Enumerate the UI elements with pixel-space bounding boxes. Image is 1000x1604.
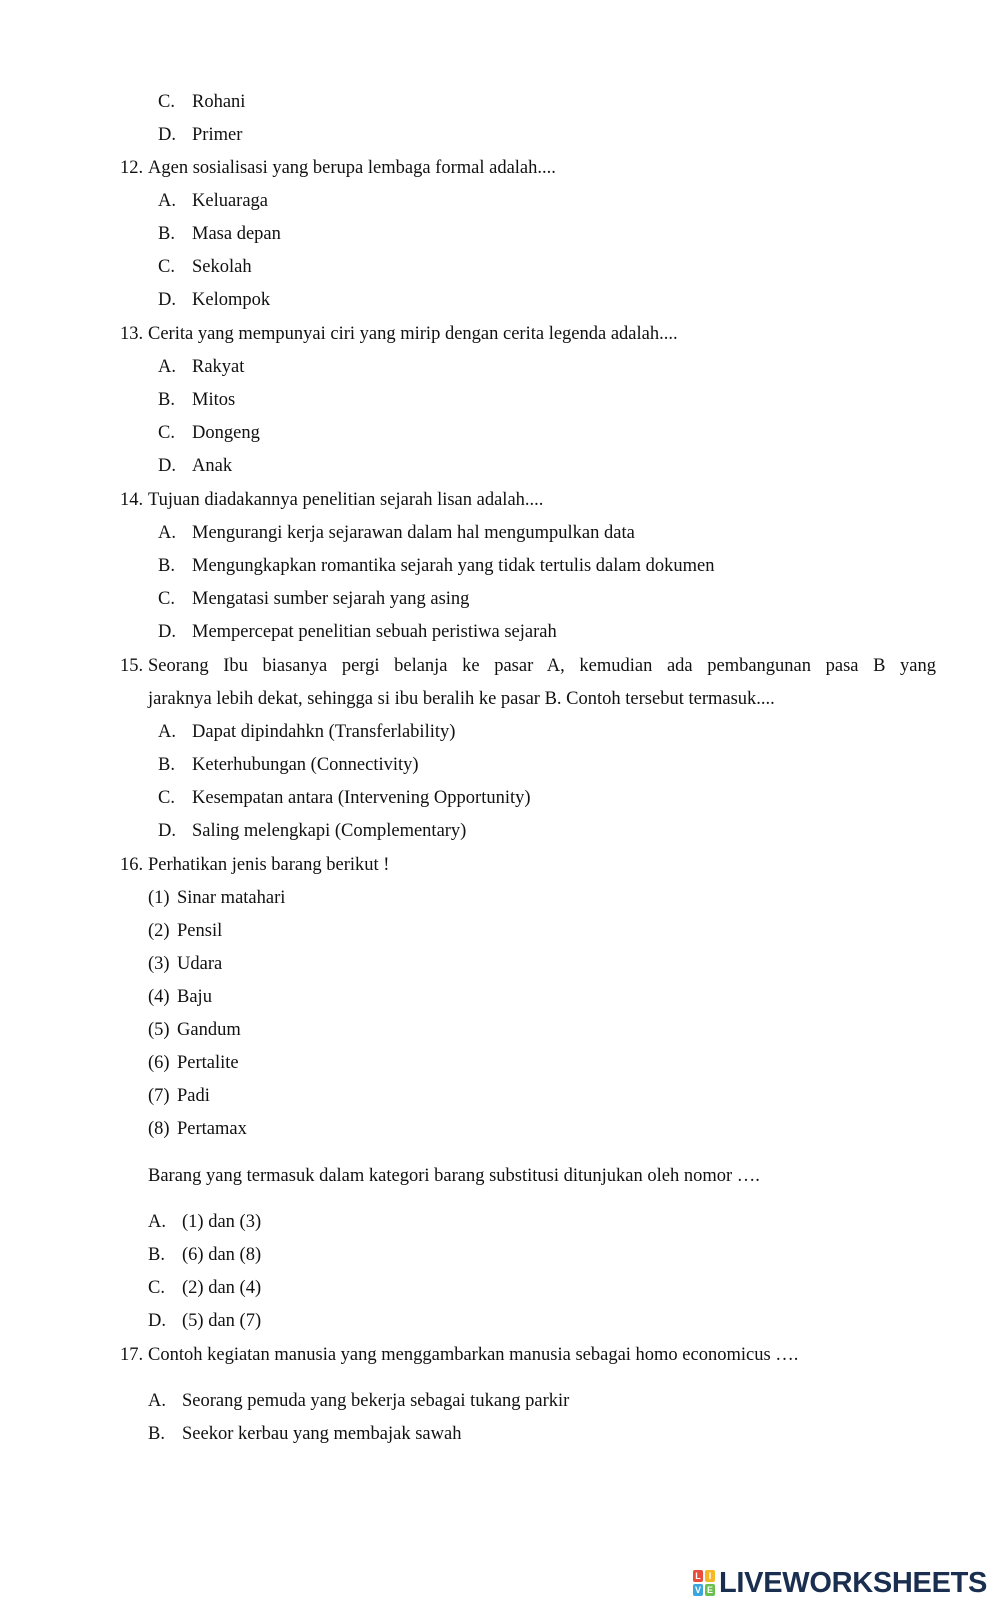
option-c[interactable] [158, 256, 252, 278]
option-text: Sekolah [192, 257, 252, 277]
option-d[interactable] [158, 621, 557, 643]
question-number: 16. [120, 855, 144, 875]
item-text: Pensil [177, 921, 223, 941]
option-b[interactable] [158, 389, 235, 411]
option-letter: D. [158, 622, 176, 642]
question-number: 14. [120, 490, 144, 510]
logo-mark-tile: E [706, 1585, 713, 1595]
item-number: (4) [148, 987, 170, 1007]
option-d[interactable] [158, 124, 242, 146]
list-item [148, 953, 222, 975]
option-a[interactable] [158, 522, 635, 544]
option-letter: A. [158, 191, 176, 211]
option-b[interactable] [148, 1423, 461, 1445]
option-d[interactable] [148, 1310, 261, 1332]
option-a[interactable] [148, 1211, 261, 1233]
option-letter: D. [148, 1311, 166, 1331]
option-letter: A. [158, 357, 176, 377]
question-text: Tujuan diadakannya penelitian sejarah lisan adalah.... [148, 490, 544, 510]
question-13 [120, 323, 678, 345]
option-text: Dapat dipindahkn (Transferlability) [192, 722, 456, 742]
option-letter: B. [158, 755, 175, 775]
option-letter: D. [158, 821, 176, 841]
question-text: Cerita yang mempunyai ciri yang mirip dengan cerita legenda adalah.... [148, 324, 678, 344]
question-15 [120, 655, 936, 677]
option-text: Keterhubungan (Connectivity) [192, 755, 419, 775]
option-text: Kesempatan antara (Intervening Opportunity) [192, 788, 531, 808]
option-letter: A. [148, 1212, 166, 1232]
option-letter: A. [158, 722, 176, 742]
option-letter: C. [158, 257, 175, 277]
option-b[interactable] [158, 555, 714, 577]
option-letter: B. [158, 556, 175, 576]
option-text: Mempercepat penelitian sebuah peristiwa sejarah [192, 622, 557, 642]
list-item [148, 1052, 239, 1074]
item-text: Gandum [177, 1020, 241, 1040]
option-text: (5) dan (7) [182, 1311, 262, 1331]
question-12 [120, 157, 556, 179]
option-a[interactable] [158, 721, 455, 743]
option-text: Keluaraga [192, 191, 269, 211]
option-letter: C. [158, 788, 175, 808]
option-c[interactable] [158, 787, 531, 809]
question-number: 17. [120, 1345, 144, 1365]
option-text: (6) dan (8) [182, 1245, 262, 1265]
option-letter: D. [158, 125, 176, 145]
option-c[interactable] [148, 1277, 261, 1299]
option-letter: C. [158, 92, 175, 112]
item-text: Udara [177, 954, 223, 974]
option-text: (1) dan (3) [182, 1212, 262, 1232]
list-item [148, 1118, 247, 1140]
logo-mark-tile: I [705, 1570, 715, 1582]
question-text: Contoh kegiatan manusia yang menggambarkan manusia sebagai homo economicus …. [148, 1345, 799, 1365]
question-14 [120, 489, 543, 511]
item-text: Pertalite [177, 1053, 239, 1073]
option-d[interactable] [158, 289, 270, 311]
item-text: Baju [177, 987, 212, 1007]
option-b[interactable] [158, 223, 281, 245]
item-number: (6) [148, 1053, 170, 1073]
option-c[interactable] [158, 422, 260, 444]
item-number: (3) [148, 954, 170, 974]
option-text: Kelompok [192, 290, 271, 310]
option-text: Rakyat [192, 357, 245, 377]
option-letter: C. [158, 589, 175, 609]
item-text: Padi [177, 1086, 210, 1106]
list-item [148, 986, 212, 1008]
question-number: 12. [120, 158, 144, 178]
option-text: (2) dan (4) [182, 1278, 262, 1298]
option-text: Masa depan [192, 224, 281, 244]
question-17 [120, 1344, 798, 1366]
question-text-line-1: Seorang Ibu biasanya pergi belanja ke pasar A, kemudian ada pembangunan pasa B yang [148, 656, 936, 676]
option-letter: A. [148, 1391, 166, 1411]
list-item [148, 1085, 210, 1107]
option-text: Mengungkapkan romantika sejarah yang tidak tertulis dalam dokumen [192, 556, 715, 576]
item-number: (8) [148, 1119, 170, 1139]
question-number: 13. [120, 324, 144, 344]
option-text: Anak [192, 456, 233, 476]
item-text: Sinar matahari [177, 888, 286, 908]
option-text: Rohani [192, 92, 246, 112]
option-text: Saling melengkapi (Complementary) [192, 821, 467, 841]
option-b[interactable] [148, 1244, 261, 1266]
option-letter: D. [158, 456, 176, 476]
liveworksheets-logo[interactable] [693, 1568, 987, 1598]
item-text: Pertamax [177, 1119, 247, 1139]
option-letter: D. [158, 290, 176, 310]
list-item [148, 920, 222, 942]
question-number: 15. [120, 656, 144, 676]
option-d[interactable] [158, 455, 232, 477]
list-item [148, 1019, 241, 1041]
logo-text: LIVEWORKSHEETS [719, 1567, 988, 1599]
logo-mark-tile: V [694, 1585, 701, 1595]
option-b[interactable] [158, 754, 419, 776]
logo-mark-tile: L [693, 1570, 703, 1582]
item-number: (1) [148, 888, 170, 908]
option-d[interactable] [158, 820, 466, 842]
list-item [148, 887, 285, 909]
question-16 [120, 854, 389, 876]
option-a[interactable] [148, 1390, 569, 1412]
option-text: Mengatasi sumber sejarah yang asing [192, 589, 470, 609]
option-letter: B. [158, 390, 175, 410]
option-letter: C. [158, 423, 175, 443]
option-c[interactable] [158, 91, 245, 113]
question-text: Perhatikan jenis barang berikut ! [148, 855, 390, 875]
item-number: (2) [148, 921, 170, 941]
logo-mark-icon [693, 1570, 715, 1596]
item-number: (7) [148, 1086, 170, 1106]
option-a[interactable] [158, 190, 268, 212]
option-letter: B. [158, 224, 175, 244]
question-text: Agen sosialisasi yang berupa lembaga formal adalah.... [148, 158, 556, 178]
option-letter: B. [148, 1424, 165, 1444]
option-letter: C. [148, 1278, 165, 1298]
option-text: Dongeng [192, 423, 260, 443]
option-letter: B. [148, 1245, 165, 1265]
option-text: Primer [192, 125, 243, 145]
item-number: (5) [148, 1020, 170, 1040]
option-c[interactable] [158, 588, 469, 610]
question-text-line-2: jaraknya lebih dekat, sehingga si ibu beralih ke pasar B. Contoh tersebut termasuk.... [148, 689, 775, 709]
option-letter: A. [158, 523, 176, 543]
option-text: Seekor kerbau yang membajak sawah [182, 1424, 462, 1444]
option-a[interactable] [158, 356, 244, 378]
question-prompt: Barang yang termasuk dalam kategori barang substitusi ditunjukan oleh nomor …. [148, 1166, 760, 1186]
option-text: Mitos [192, 390, 236, 410]
option-text: Seorang pemuda yang bekerja sebagai tukang parkir [182, 1391, 570, 1411]
option-text: Mengurangi kerja sejarawan dalam hal mengumpulkan data [192, 523, 635, 543]
